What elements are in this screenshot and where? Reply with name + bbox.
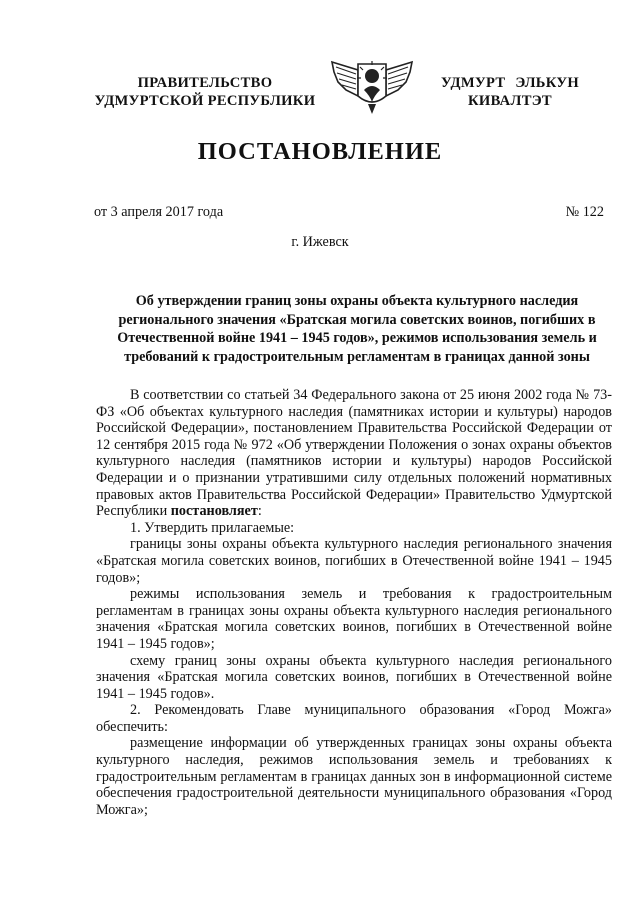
government-name-russian <box>88 74 322 110</box>
document-date: от 3 апреля 2017 года <box>94 204 224 220</box>
government-name-udmurt-line1: УДМУРТ ЭЛЬКУН <box>441 75 579 91</box>
intro-end: : <box>257 503 262 520</box>
paragraph-item-2a: размещение информации об утвержденных границах зоны охраны объекта культурного наследия, режимов использования земель и требованиях к градостроительным регламентам в границах данных зон в информационной системе обеспечения градостроительной деятельности муниципального образования «Город Можга»; <box>96 735 612 818</box>
document-city: г. Ижевск <box>291 234 349 250</box>
paragraph-item-1a: границы зоны охраны объекта культурного наследия регионального значения «Братская могила советских воинов, погибших в Отечественной войне 1941 – 1945 годов»; <box>96 536 612 586</box>
government-name-line1: ПРАВИТЕЛЬСТВО <box>137 75 273 91</box>
document-title: ПОСТАНОВЛЕНИЕ <box>197 138 443 165</box>
paragraph-intro <box>96 387 612 520</box>
coat-of-arms-icon <box>328 56 416 116</box>
paragraph-item-2: 2. Рекомендовать Главе муниципального образования «Город Можга» обеспечить: <box>96 702 612 735</box>
paragraph-item-1: 1. Утвердить прилагаемые: <box>130 519 295 536</box>
government-name-line2: УДМУРТСКОЙ РЕСПУБЛИКИ <box>94 93 316 109</box>
government-name-udmurt <box>428 74 592 110</box>
government-name-udmurt-line2: КИВАЛТЭТ <box>468 93 552 109</box>
paragraph-item-1c: схему границ зоны охраны объекта культурного наследия регионального значения «Братская могила советских воинов, погибших в Отечественной войне 1941 – 1945 годов». <box>96 652 612 702</box>
document-subject: Об утверждении границ зоны охраны объекта культурного наследия регионального значения «Братская могила советских воинов, погибших в Отечественной войне 1941 – 1945 годов», режимов использования земель и требований к градостроительным регламентам в границах данной зоны <box>117 293 597 365</box>
document-number: № 122 <box>565 204 604 220</box>
intro-text: В соответствии со статьей 34 Федерального закона от 25 июня 2002 года № 73-ФЗ «Об объектах культурного наследия (памятниках истории и культуры) народов Российской Федерации», постановлением Правительства Российской Федерации от 12 сентября 2015 года № 972 «Об утверждении Положения о зонах охраны объектов культурного наследия (памятников истории и культуры) народов Российской Федерации и о признании утратившими силу отдельных положений нормативных правовых актов Правительства Российской Федерации» Правительство Удмуртской Республики <box>96 387 612 520</box>
paragraph-item-1b: режимы использования земель и требования к градостроительным регламентам в границах зоны охраны объекта культурного наследия регионального значения «Братская могила советских воинов, погибших в Отечественной войне 1941 – 1945 годов»; <box>96 586 612 652</box>
intro-keyword: постановляет <box>170 503 258 520</box>
document-body <box>96 387 612 818</box>
